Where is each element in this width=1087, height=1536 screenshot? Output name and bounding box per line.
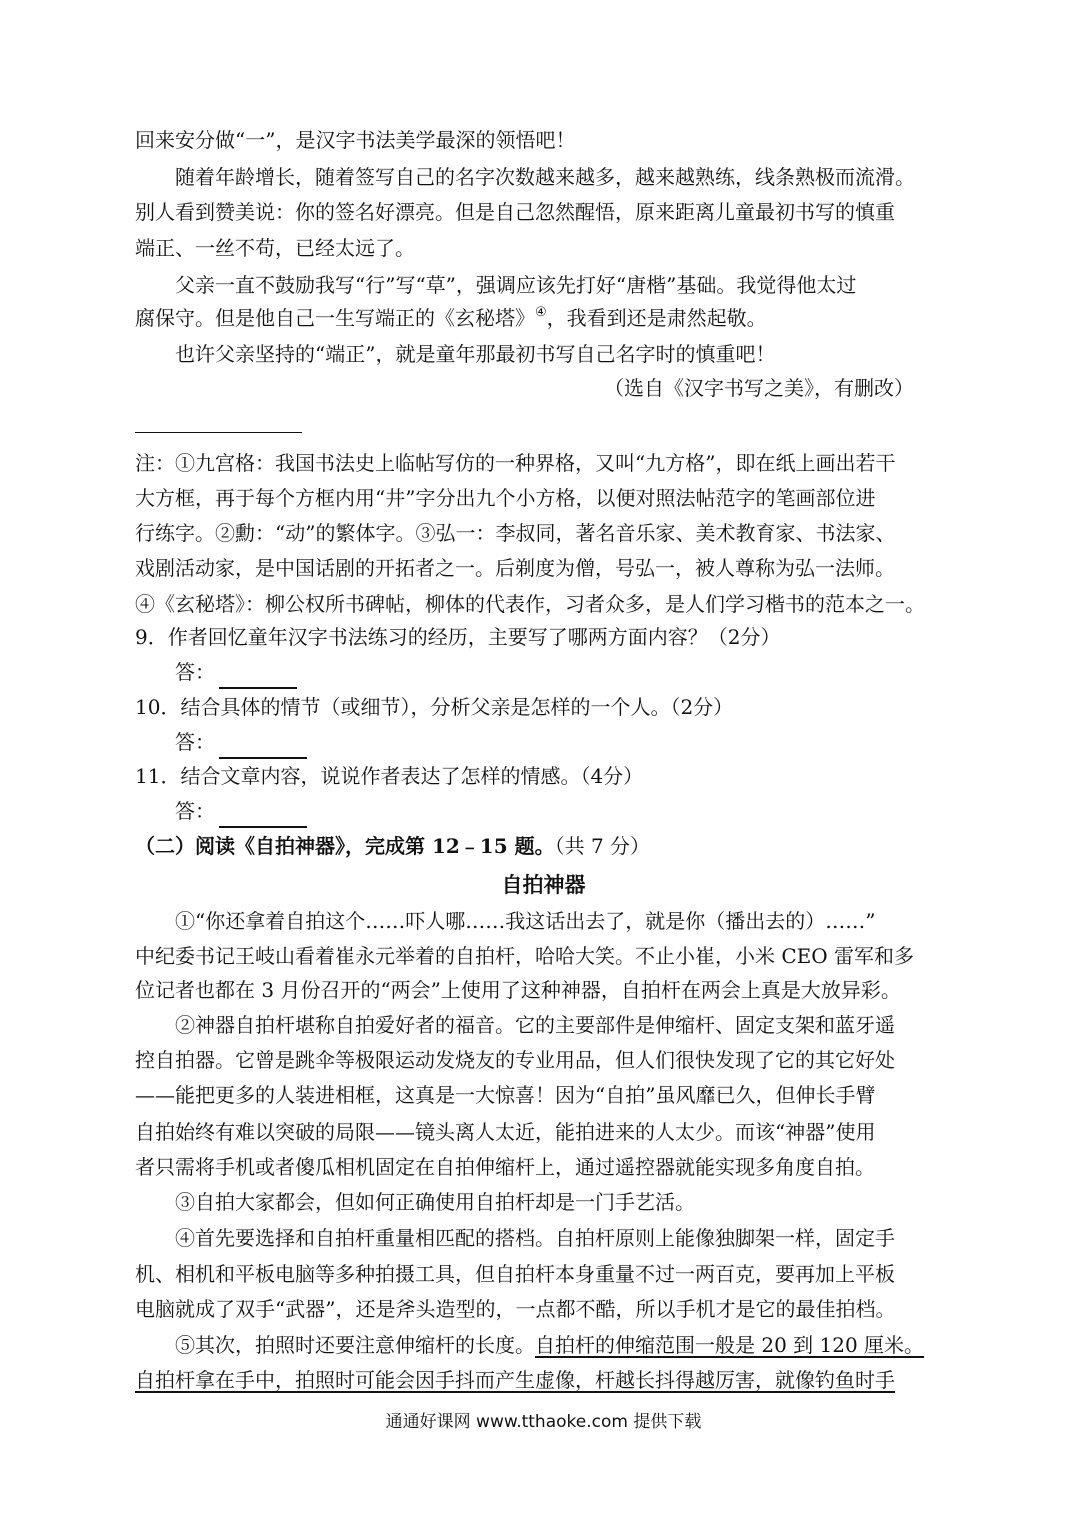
section-heading-score: （共 7 分） <box>554 834 651 858</box>
answer-line-10 <box>175 725 307 759</box>
passage-text: 腐保守。但是他自己一生写端正的《玄秘塔》 <box>135 306 535 330</box>
passage-line: 机、相机和平板电脑等多种拍摄工具，但自拍杆本身重量不过一两百克，要再加上平板 <box>135 1262 895 1286</box>
answer-line-11 <box>175 794 307 828</box>
passage-line: 自拍始终有难以突破的局限——镜头离人太近，能拍进来的人太少。而该“神器”使用 <box>135 1120 876 1144</box>
note-line: 戏剧活动家，是中国话剧的开拓者之一。后剃度为僧，号弘一，被人尊称为弘一法师。 <box>135 556 895 580</box>
answer-label: 答： <box>175 799 215 823</box>
passage-line: ①“你还拿着自拍这个……吓人哪……我这话出去了，就是你（播出去的）……” <box>175 909 876 933</box>
passage-line: 随着年龄增长，随着签写自己的名字次数越来越多，越来越熟练，线条熟极而流滑。 <box>175 165 915 189</box>
underlined-passage-line: 自拍杆拿在手中，拍照时可能会因手抖而产生虚像，杆越长抖得越厉害，就像钓鱼时手 <box>135 1368 895 1392</box>
answer-blank[interactable] <box>219 733 307 759</box>
passage-line: 中纪委书记王岐山看着崔永元举着的自拍杆，哈哈大笑。不止小崔，小米 CEO 雷军和多 <box>135 944 915 968</box>
answer-blank[interactable] <box>219 663 297 689</box>
passage-line: 端正、一丝不苟，已经太远了。 <box>135 236 415 260</box>
source-citation: （选自《汉字书写之美》，有删改） <box>604 376 914 400</box>
passage-line: 位记者也都在 3 月份召开的“两会”上使用了这种神器，自拍杆在两会上真是大放异彩。 <box>135 978 901 1002</box>
passage-line: 也许父亲坚持的“端正”，就是童年那最初书写自己名字时的慎重吧！ <box>175 342 776 366</box>
passage-line: ④首先要选择和自拍杆重量相匹配的搭档。自拍杆原则上能像独脚架一样，固定手 <box>175 1226 895 1250</box>
note-line: 行练字。②勳：“动”的繁体字。③弘一：李叔同，著名音乐家、美术教育家、书法家、 <box>135 521 896 545</box>
answer-blank[interactable] <box>219 802 307 828</box>
question-10: 10．结合具体的情节（或细节），分析父亲是怎样的一个人。（2分） <box>135 695 734 719</box>
passage-line: 父亲一直不鼓励我写“行”写“草”，强调应该先打好“唐楷”基础。我觉得他太过 <box>175 273 857 297</box>
passage-line: 控自拍器。它曾是跳伞等极限运动发烧友的专业用品，但人们很快发现了它的其它好处 <box>135 1048 895 1072</box>
article-title: 自拍神器 <box>501 872 586 897</box>
passage-line: 回来安分做“一”，是汉字书法美学最深的领悟吧！ <box>135 128 576 152</box>
page-footer: 通通好课网 www.tthaoke.com 提供下载 <box>385 1412 702 1432</box>
passage-line: 电脑就成了双手“武器”，还是斧头造型的，一点都不酷，所以手机才是它的最佳拍档。 <box>135 1297 896 1321</box>
section-heading <box>135 829 650 863</box>
note-line: 大方框，再于每个方框内用“井”字分出九个小方格，以便对照法帖范字的笔画部位进 <box>135 486 876 510</box>
answer-line-9 <box>175 655 297 689</box>
passage-line <box>175 1328 924 1362</box>
note-line: ④《玄秘塔》：柳公权所书碑帖，柳体的代表作，习者众多，是人们学习楷书的范本之一。 <box>135 592 925 616</box>
passage-line: ②神器自拍杆堪称自拍爱好者的福音。它的主要部件是伸缩杆、固定支架和蓝牙遥 <box>175 1013 895 1037</box>
section-heading-bold: （二）阅读《自拍神器》，完成第 12﹣15 题。 <box>135 834 555 858</box>
answer-label: 答： <box>175 660 215 684</box>
footnote-marker: ④ <box>535 305 547 320</box>
passage-text: ⑤其次，拍照时还要注意伸缩杆的长度。 <box>175 1333 535 1357</box>
passage-line: ——能把更多的人装进相框，这真是一大惊喜！因为“自拍”虽风靡已久，但伸长手臂 <box>135 1083 876 1107</box>
passage-text: ，我看到还是肃然起敬。 <box>546 306 767 330</box>
passage-line: ③自拍大家都会，但如何正确使用自拍杆却是一门手艺活。 <box>175 1190 695 1214</box>
question-11: 11．结合文章内容，说说作者表达了怎样的情感。（4分） <box>135 764 644 788</box>
question-9: 9．作者回忆童年汉字书法练习的经历，主要写了哪两方面内容？（2分） <box>135 625 781 649</box>
answer-label: 答： <box>175 730 215 754</box>
passage-line: 者只需将手机或者傻瓜相机固定在自拍伸缩杆上，通过遥控器就能实现多角度自拍。 <box>135 1155 875 1179</box>
note-line: 注：①九宫格：我国书法史上临帖写仿的一种界格，又叫“九方格”，即在纸上画出若干 <box>135 451 896 475</box>
passage-line: 别人看到赞美说：你的签名好漂亮。但是自己忽然醒悟，原来距离儿童最初书写的慎重 <box>135 200 895 224</box>
footnote-divider <box>135 432 302 433</box>
underlined-text: 自拍杆的伸缩范围一般是 20 到 120 厘米。 <box>535 1333 925 1357</box>
passage-line-with-footnote <box>135 301 767 339</box>
